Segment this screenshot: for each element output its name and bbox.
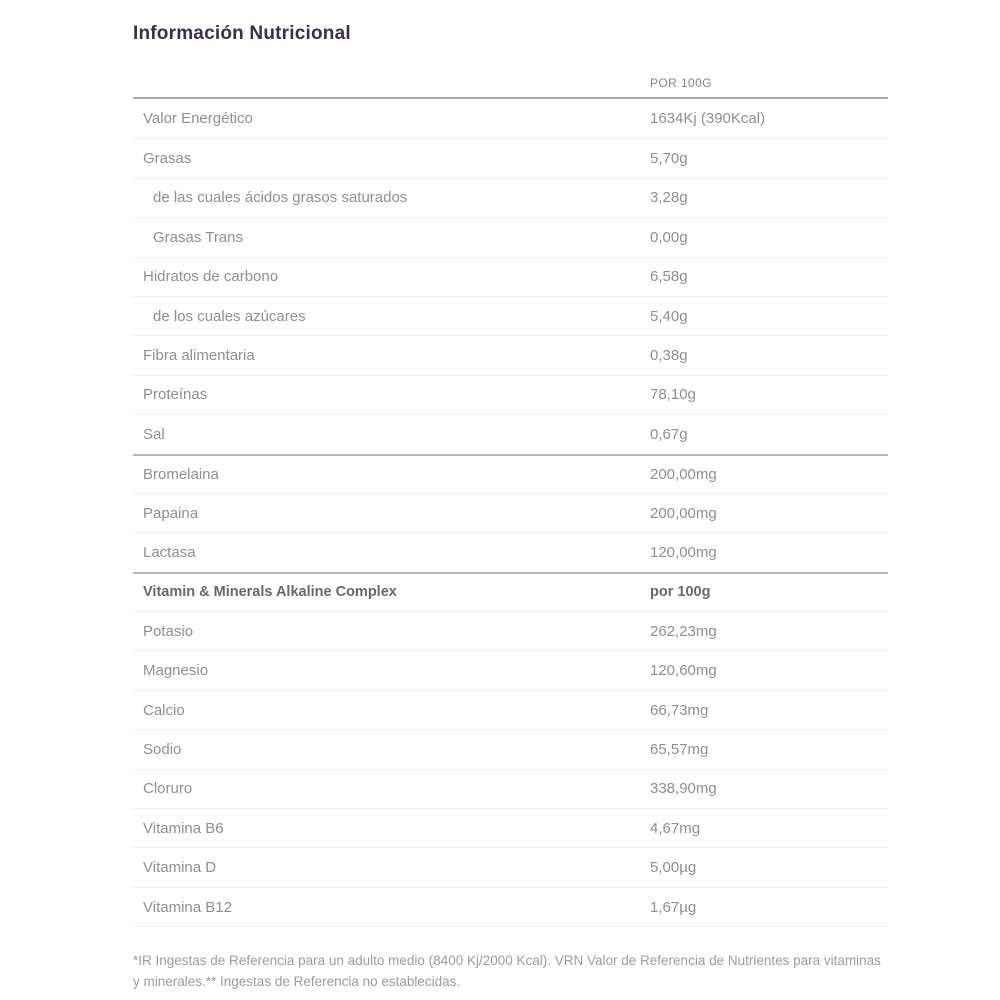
table-row (133, 375, 888, 414)
row-value: 5,40g (650, 307, 688, 325)
page-title: Información Nutricional (133, 23, 351, 44)
table-row (133, 138, 888, 177)
row-label: Papaina (143, 504, 199, 522)
table-row (133, 887, 888, 926)
row-label: Vitamina B6 (143, 819, 224, 837)
row-label: Vitamina B12 (143, 898, 232, 916)
row-label: Vitamin & Minerals Alkaline Complex (143, 584, 397, 601)
row-label: de las cuales ácidos grasos saturados (153, 189, 408, 207)
row-value: 0,38g (650, 347, 688, 365)
row-value: 120,00mg (650, 543, 717, 561)
header-label-cell (133, 76, 650, 90)
row-label: Hidratos de carbono (143, 268, 279, 286)
table-row (133, 572, 888, 611)
row-label: Sodio (143, 740, 182, 758)
nutrition-table (133, 76, 888, 927)
row-label: Vitamina D (143, 859, 217, 877)
row-value: 0,00g (650, 228, 688, 246)
table-row (133, 335, 888, 374)
row-value: por 100g (650, 584, 711, 601)
row-label: Magnesio (143, 662, 209, 680)
row-label: Lactasa (143, 543, 196, 561)
table-row (133, 729, 888, 768)
row-value: 262,23mg (650, 622, 717, 640)
table-row (133, 296, 888, 335)
nutrition-rows (133, 99, 888, 927)
table-row (133, 808, 888, 847)
row-label: de los cuales azúcares (153, 307, 306, 325)
row-value: 5,70g (650, 150, 688, 168)
row-value: 200,00mg (650, 504, 717, 522)
table-row (133, 847, 888, 886)
table-row (133, 532, 888, 571)
footnote: *IR Ingestas de Referencia para un adulto medio (8400 Kj/2000 Kcal). VRN Valor de Referencia de Nutrientes para vitaminas y minerales.** Ingestas de Referencia no establecidas. (133, 953, 881, 990)
table-row (133, 650, 888, 689)
table-row (133, 257, 888, 296)
row-value: 5,00µg (650, 859, 697, 877)
row-value: 65,57mg (650, 740, 709, 758)
row-label: Bromelaina (143, 465, 219, 483)
table-header-row (133, 76, 888, 99)
row-value: 338,90mg (650, 780, 717, 798)
row-value: 3,28g (650, 189, 688, 207)
row-value: 1634Kj (390Kcal) (650, 110, 766, 128)
table-row (133, 99, 888, 138)
row-value: 66,73mg (650, 701, 709, 719)
table-row (133, 493, 888, 532)
row-label: Fibra alimentaria (143, 347, 255, 365)
row-label: Grasas Trans (153, 228, 244, 246)
row-value: 120,60mg (650, 662, 717, 680)
row-label: Potasio (143, 622, 194, 640)
table-row (133, 690, 888, 729)
table-row (133, 454, 888, 493)
table-row (133, 769, 888, 808)
row-label: Proteínas (143, 386, 208, 404)
row-value: 4,67mg (650, 819, 701, 837)
table-row (133, 178, 888, 217)
row-label: Sal (143, 425, 165, 443)
row-value: 200,00mg (650, 465, 717, 483)
table-row (133, 611, 888, 650)
row-label: Calcio (143, 701, 185, 719)
row-value: 78,10g (650, 386, 696, 404)
row-value: 0,67g (650, 425, 688, 443)
table-row (133, 217, 888, 256)
row-label: Grasas (143, 150, 192, 168)
row-value: 6,58g (650, 268, 688, 286)
row-value: 1,67µg (650, 898, 697, 916)
row-label: Cloruro (143, 780, 193, 798)
row-label: Valor Energético (143, 110, 253, 128)
column-header-per-100g: POR 100G (650, 76, 712, 90)
table-row (133, 414, 888, 453)
